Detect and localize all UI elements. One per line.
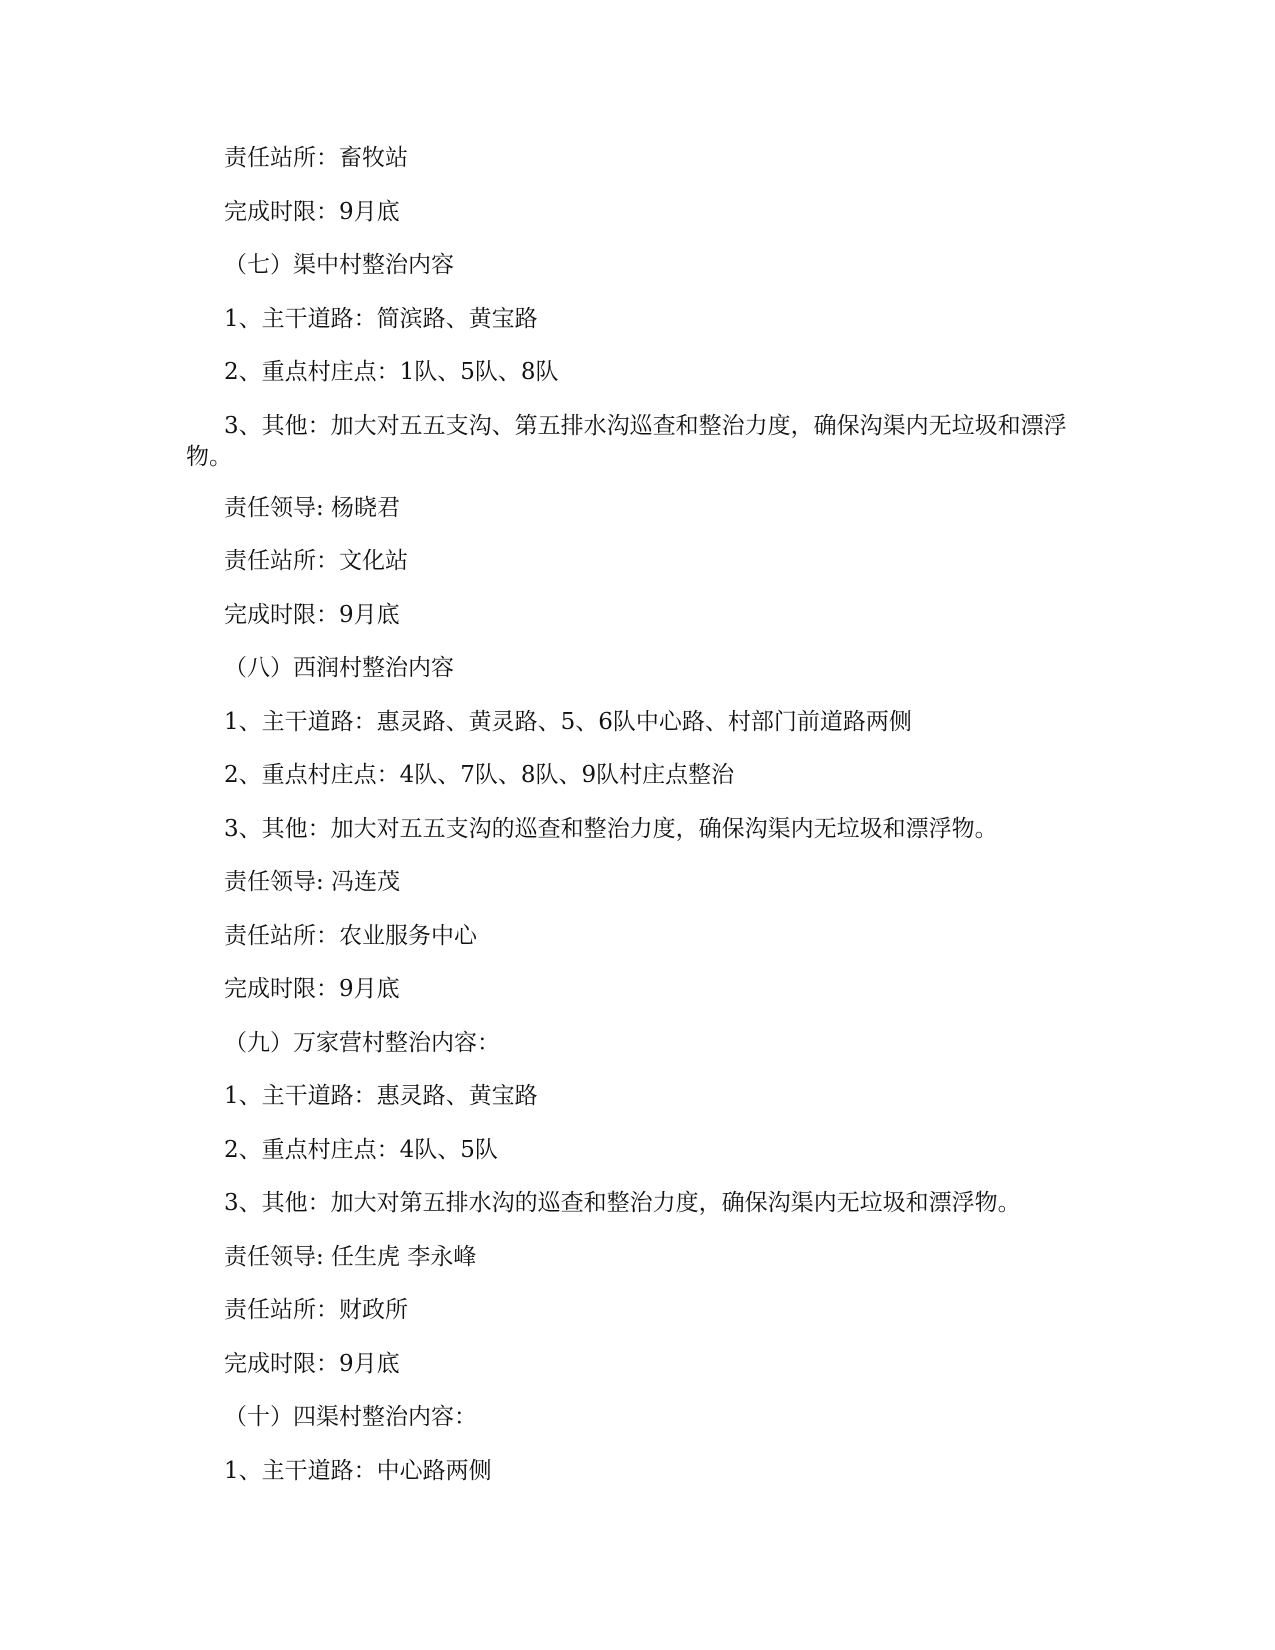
deadline-line: 完成时限：9月底 bbox=[224, 1350, 400, 1377]
document-body bbox=[186, 143, 1086, 1509]
section-heading-qu-zhong: （七）渠中村整治内容 bbox=[224, 252, 454, 278]
responsible-station-line: 责任站所：财政所 bbox=[224, 1297, 408, 1323]
section-heading-si-qu: （十）四渠村整治内容： bbox=[224, 1404, 477, 1430]
deadline-line: 完成时限：9月底 bbox=[224, 601, 400, 628]
responsible-leader-line: 责任领导: 冯连茂 bbox=[224, 869, 401, 895]
section-heading-xi-run: （八）西润村整治内容 bbox=[224, 655, 454, 681]
main-roads-line: 1、主干道路：惠灵路、黄灵路、5、6队中心路、村部门前道路两侧 bbox=[224, 708, 912, 735]
responsible-leader-line: 责任领导: 杨晓君 bbox=[224, 494, 401, 521]
other-measures-line: 3、其他：加大对第五排水沟的巡查和整治力度，确保沟渠内无垃圾和漂浮物。 bbox=[224, 1190, 1021, 1216]
key-villages-line: 2、重点村庄点：4队、5队 bbox=[224, 1136, 498, 1163]
key-villages-line: 2、重点村庄点：1队、5队、8队 bbox=[224, 359, 559, 385]
main-roads-line: 1、主干道路：中心路两侧 bbox=[224, 1457, 492, 1484]
other-measures-line: 3、其他：加大对五五支沟的巡查和整治力度，确保沟渠内无垃圾和漂浮物。 bbox=[224, 815, 998, 842]
key-villages-line: 2、重点村庄点：4队、7队、8队、9队村庄点整治 bbox=[224, 762, 735, 788]
responsible-station-line: 责任站所：农业服务中心 bbox=[224, 922, 477, 949]
other-measures-paragraph: 3、其他：加大对五五支沟、第五排水沟巡查和整治力度，确保沟渠内无垃圾和漂浮物。 bbox=[186, 412, 1067, 470]
deadline-line: 完成时限：9月底 bbox=[224, 198, 400, 225]
responsible-station-line: 责任站所：畜牧站 bbox=[224, 145, 408, 171]
main-roads-line: 1、主干道路：惠灵路、黄宝路 bbox=[224, 1083, 538, 1109]
main-roads-line: 1、主干道路：简滨路、黄宝路 bbox=[224, 305, 538, 332]
section-heading-wan-jia-ying: （九）万家营村整治内容： bbox=[224, 1029, 500, 1056]
responsible-leader-line: 责任领导: 任生虎 李永峰 bbox=[224, 1243, 477, 1270]
responsible-station-line: 责任站所：文化站 bbox=[224, 548, 408, 574]
deadline-line: 完成时限：9月底 bbox=[224, 976, 400, 1002]
